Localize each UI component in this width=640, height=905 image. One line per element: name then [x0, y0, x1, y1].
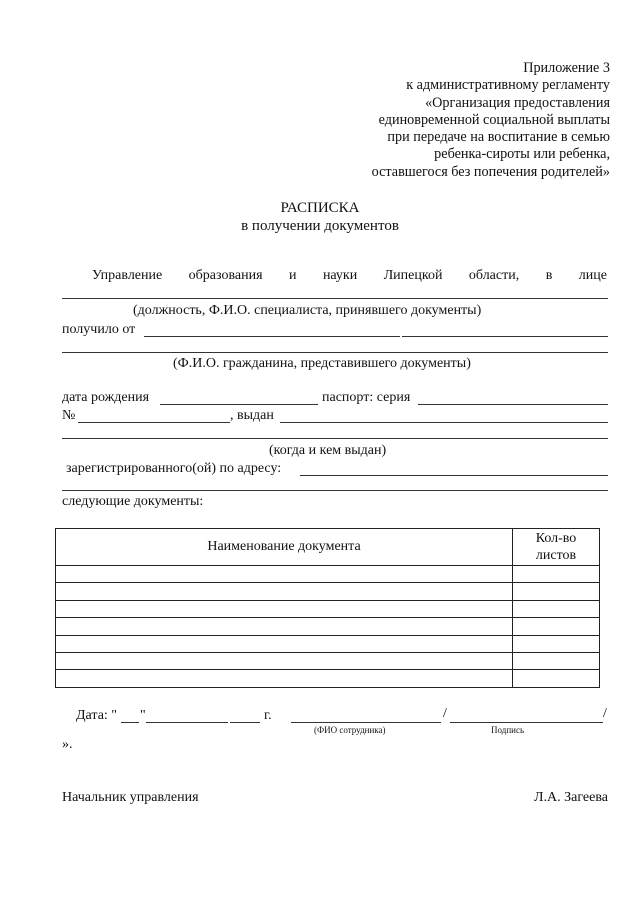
sheet-count-cell[interactable]	[513, 600, 600, 617]
document-name-cell[interactable]	[56, 600, 513, 617]
slash-separator: /	[443, 706, 447, 721]
document-subtitle: в получении документов	[241, 218, 399, 234]
sheet-count-cell[interactable]	[513, 652, 600, 669]
document-name-cell[interactable]	[56, 670, 513, 687]
column-header-qty-line: Кол-во	[535, 531, 577, 546]
table-header-row	[56, 529, 600, 566]
address-field-2[interactable]	[62, 490, 608, 491]
signature-field[interactable]	[450, 722, 603, 723]
head-position: Начальник управления	[62, 790, 199, 805]
sheet-count-cell[interactable]	[513, 670, 600, 687]
sheet-count-cell[interactable]	[513, 583, 600, 600]
table-row	[56, 600, 600, 617]
address-field[interactable]	[300, 475, 608, 476]
issued-label: , выдан	[230, 408, 274, 423]
number-sign: №	[62, 408, 76, 423]
table-row	[56, 670, 600, 687]
table-row	[56, 566, 600, 583]
closing-mark: ».	[62, 737, 73, 752]
passport-series-label: паспорт: серия	[322, 390, 411, 405]
sheet-count-cell[interactable]	[513, 618, 600, 635]
issued-by-field[interactable]	[280, 422, 608, 423]
intro-line	[92, 268, 607, 284]
sheet-count-cell[interactable]	[513, 635, 600, 652]
caption-issued: (когда и кем выдан)	[269, 443, 387, 458]
date-day-field[interactable]	[121, 722, 139, 723]
head-name: Л.А. Загеева	[534, 790, 608, 805]
document-name-cell[interactable]	[56, 618, 513, 635]
employee-name-field[interactable]	[291, 722, 441, 723]
column-header-name: Наименование документа	[56, 529, 513, 566]
table-row	[56, 635, 600, 652]
appendix-line: оставшегося без попечения родителей»	[371, 163, 610, 180]
intro-word: и	[288, 268, 297, 283]
table-row	[56, 652, 600, 669]
intro-word: лице	[578, 268, 607, 283]
year-suffix: г.	[264, 708, 272, 723]
appendix-line: к административному регламенту	[406, 77, 610, 94]
passport-number-field[interactable]	[78, 422, 230, 423]
appendix-line: единовременной социальной выплаты	[378, 111, 610, 128]
date-year-field[interactable]	[230, 722, 260, 723]
date-month-field[interactable]	[146, 722, 228, 723]
intro-word: науки	[322, 268, 358, 283]
table-row	[56, 583, 600, 600]
issued-by-field-2[interactable]	[62, 438, 608, 439]
following-docs-label: следующие документы:	[62, 494, 204, 509]
caption-specialist: (должность, Ф.И.О. специалиста, принявшего документы)	[133, 303, 482, 318]
document-title: РАСПИСКА	[280, 200, 360, 216]
column-header-qty-line: листов	[535, 548, 577, 563]
documents-table	[55, 528, 600, 688]
intro-word: образования	[188, 268, 263, 283]
specialist-fill-line[interactable]	[62, 298, 608, 299]
caption-signature: Подпись	[491, 725, 525, 735]
registered-label: зарегистрированного(ой) по адресу:	[66, 461, 282, 476]
document-name-cell[interactable]	[56, 652, 513, 669]
caption-citizen: (Ф.И.О. гражданина, представившего документы)	[173, 356, 471, 371]
table-row	[56, 618, 600, 635]
appendix-line: при передаче на воспитание в семью	[387, 129, 610, 146]
received-from-label: получило от	[62, 322, 136, 337]
received-from-fill-line-2[interactable]	[402, 336, 608, 337]
intro-word: в	[545, 268, 553, 283]
caption-fio: (ФИО сотрудника)	[314, 725, 386, 735]
appendix-line: ребенка-сироты или ребенка,	[434, 146, 610, 163]
birth-date-field[interactable]	[160, 404, 318, 405]
date-quote: "	[140, 708, 146, 723]
citizen-fill-line[interactable]	[62, 352, 608, 353]
document-name-cell[interactable]	[56, 583, 513, 600]
column-header-qty	[513, 529, 600, 566]
received-from-fill-line[interactable]	[144, 336, 400, 337]
sheet-count-cell[interactable]	[513, 566, 600, 583]
document-name-cell[interactable]	[56, 566, 513, 583]
intro-word: области,	[468, 268, 520, 283]
intro-word: Управление	[92, 268, 163, 283]
date-label: Дата: "	[76, 708, 118, 723]
passport-series-field[interactable]	[418, 404, 608, 405]
intro-word: Липецкой	[383, 268, 443, 283]
appendix-header	[280, 60, 610, 181]
document-name-cell[interactable]	[56, 635, 513, 652]
appendix-line: Приложение 3	[523, 60, 610, 76]
slash-separator: /	[603, 706, 607, 721]
birth-date-label: дата рождения	[62, 390, 150, 405]
appendix-line: «Организация предоставления	[425, 94, 610, 111]
